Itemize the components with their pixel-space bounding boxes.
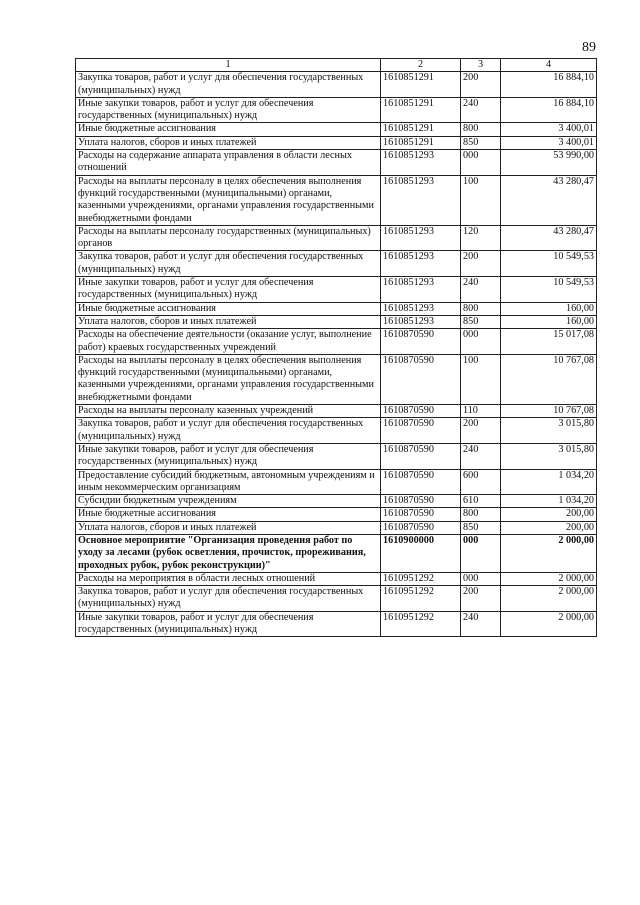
cell-vr: 200 xyxy=(461,251,501,277)
table-row xyxy=(76,586,597,612)
table-row xyxy=(76,572,597,585)
cell-csr: 1610870590 xyxy=(381,354,461,404)
cell-sum: 16 884,10 xyxy=(501,97,597,123)
cell-sum: 1 034,20 xyxy=(501,469,597,495)
cell-name: Расходы на выплаты персоналу казенных учреждений xyxy=(76,405,381,418)
cell-vr: 610 xyxy=(461,495,501,508)
cell-name: Расходы на выплаты персоналу в целях обеспечения выполнения функций государственными (муниципальными) органами, казенными учреждениями, органами управления государственными внебюджетными фондами xyxy=(76,354,381,404)
cell-csr: 1610851291 xyxy=(381,97,461,123)
cell-name: Уплата налогов, сборов и иных платежей xyxy=(76,521,381,534)
header-row xyxy=(76,59,597,72)
cell-vr: 000 xyxy=(461,534,501,572)
cell-csr: 1610951292 xyxy=(381,572,461,585)
cell-csr: 1610851291 xyxy=(381,136,461,149)
table-row xyxy=(76,72,597,98)
table-row xyxy=(76,405,597,418)
cell-sum: 2 000,00 xyxy=(501,586,597,612)
cell-name: Закупка товаров, работ и услуг для обеспечения государственных (муниципальных) нужд xyxy=(76,418,381,444)
cell-csr: 1610870590 xyxy=(381,508,461,521)
cell-sum: 200,00 xyxy=(501,508,597,521)
cell-vr: 120 xyxy=(461,225,501,251)
cell-name: Иные бюджетные ассигнования xyxy=(76,302,381,315)
cell-vr: 850 xyxy=(461,315,501,328)
cell-sum: 15 017,08 xyxy=(501,329,597,355)
cell-vr: 100 xyxy=(461,354,501,404)
cell-csr: 1610951292 xyxy=(381,586,461,612)
cell-name: Иные закупки товаров, работ и услуг для обеспечения государственных (муниципальных) нужд xyxy=(76,443,381,469)
cell-name: Иные закупки товаров, работ и услуг для обеспечения государственных (муниципальных) нужд xyxy=(76,611,381,637)
header-col-name: 1 xyxy=(76,59,381,72)
table-row xyxy=(76,175,597,225)
cell-csr: 1610870590 xyxy=(381,329,461,355)
table-row xyxy=(76,495,597,508)
cell-csr: 1610870590 xyxy=(381,521,461,534)
cell-name: Уплата налогов, сборов и иных платежей xyxy=(76,315,381,328)
table-row xyxy=(76,508,597,521)
header-col-csr: 2 xyxy=(381,59,461,72)
table-row xyxy=(76,521,597,534)
cell-sum: 10 549,53 xyxy=(501,277,597,303)
cell-sum: 2 000,00 xyxy=(501,534,597,572)
cell-sum: 3 015,80 xyxy=(501,418,597,444)
page-number: 89 xyxy=(582,40,596,55)
cell-csr: 1610851291 xyxy=(381,123,461,136)
cell-name: Расходы на содержание аппарата управления в области лесных отношений xyxy=(76,150,381,176)
table-row xyxy=(76,329,597,355)
cell-vr: 200 xyxy=(461,586,501,612)
cell-csr: 1610851293 xyxy=(381,225,461,251)
cell-csr: 1610900000 xyxy=(381,534,461,572)
cell-csr: 1610851291 xyxy=(381,72,461,98)
cell-name: Предоставление субсидий бюджетным, автономным учреждениям и иным некоммерческим организациям xyxy=(76,469,381,495)
cell-vr: 600 xyxy=(461,469,501,495)
cell-name: Иные бюджетные ассигнования xyxy=(76,123,381,136)
cell-name: Расходы на выплаты персоналу государственных (муниципальных) органов xyxy=(76,225,381,251)
table-row xyxy=(76,611,597,637)
cell-name: Субсидии бюджетным учреждениям xyxy=(76,495,381,508)
table-row xyxy=(76,123,597,136)
cell-name: Расходы на обеспечение деятельности (оказание услуг, выполнение работ) краевых государственных учреждений xyxy=(76,329,381,355)
cell-vr: 800 xyxy=(461,302,501,315)
cell-sum: 10 549,53 xyxy=(501,251,597,277)
cell-name: Уплата налогов, сборов и иных платежей xyxy=(76,136,381,149)
cell-vr: 850 xyxy=(461,136,501,149)
cell-csr: 1610870590 xyxy=(381,443,461,469)
cell-sum: 10 767,08 xyxy=(501,354,597,404)
cell-csr: 1610851293 xyxy=(381,302,461,315)
table-row xyxy=(76,277,597,303)
cell-vr: 240 xyxy=(461,611,501,637)
cell-sum: 10 767,08 xyxy=(501,405,597,418)
cell-sum: 16 884,10 xyxy=(501,72,597,98)
table-row xyxy=(76,354,597,404)
cell-name: Расходы на выплаты персоналу в целях обеспечения выполнения функций государственными (муниципальными) органами, казенными учреждениями, органами управления государственными внебюджетными фондами xyxy=(76,175,381,225)
table-row xyxy=(76,150,597,176)
cell-name: Иные закупки товаров, работ и услуг для обеспечения государственных (муниципальных) нужд xyxy=(76,97,381,123)
cell-vr: 200 xyxy=(461,72,501,98)
header-col-vr: 3 xyxy=(461,59,501,72)
cell-csr: 1610870590 xyxy=(381,469,461,495)
cell-name: Закупка товаров, работ и услуг для обеспечения государственных (муниципальных) нужд xyxy=(76,72,381,98)
cell-csr: 1610851293 xyxy=(381,277,461,303)
table-row xyxy=(76,225,597,251)
cell-sum: 53 990,00 xyxy=(501,150,597,176)
cell-vr: 100 xyxy=(461,175,501,225)
cell-sum: 3 400,01 xyxy=(501,123,597,136)
cell-sum: 1 034,20 xyxy=(501,495,597,508)
cell-csr: 1610951292 xyxy=(381,611,461,637)
cell-name: Иные бюджетные ассигнования xyxy=(76,508,381,521)
cell-vr: 800 xyxy=(461,508,501,521)
table-row xyxy=(76,443,597,469)
table-row xyxy=(76,302,597,315)
header-col-sum: 4 xyxy=(501,59,597,72)
cell-vr: 800 xyxy=(461,123,501,136)
cell-csr: 1610851293 xyxy=(381,175,461,225)
cell-csr: 1610851293 xyxy=(381,251,461,277)
table-row xyxy=(76,418,597,444)
cell-csr: 1610870590 xyxy=(381,495,461,508)
cell-sum: 2 000,00 xyxy=(501,572,597,585)
table-row xyxy=(76,251,597,277)
cell-name: Иные закупки товаров, работ и услуг для обеспечения государственных (муниципальных) нужд xyxy=(76,277,381,303)
cell-vr: 110 xyxy=(461,405,501,418)
table-row xyxy=(76,97,597,123)
table-row xyxy=(76,534,597,572)
cell-name: Расходы на мероприятия в области лесных отношений xyxy=(76,572,381,585)
budget-table xyxy=(75,58,597,637)
cell-sum: 43 280,47 xyxy=(501,225,597,251)
table-row xyxy=(76,315,597,328)
cell-vr: 240 xyxy=(461,277,501,303)
cell-csr: 1610870590 xyxy=(381,405,461,418)
table-row xyxy=(76,469,597,495)
cell-name: Основное мероприятие "Организация проведения работ по уходу за лесами (рубок осветления, прочисток, прореживания, проходных рубок, рубок реконструкции)" xyxy=(76,534,381,572)
cell-name: Закупка товаров, работ и услуг для обеспечения государственных (муниципальных) нужд xyxy=(76,251,381,277)
cell-vr: 240 xyxy=(461,443,501,469)
cell-csr: 1610851293 xyxy=(381,150,461,176)
cell-name: Закупка товаров, работ и услуг для обеспечения государственных (муниципальных) нужд xyxy=(76,586,381,612)
cell-sum: 3 015,80 xyxy=(501,443,597,469)
cell-csr: 1610851293 xyxy=(381,315,461,328)
cell-vr: 200 xyxy=(461,418,501,444)
cell-sum: 2 000,00 xyxy=(501,611,597,637)
cell-vr: 000 xyxy=(461,329,501,355)
cell-vr: 240 xyxy=(461,97,501,123)
cell-vr: 000 xyxy=(461,572,501,585)
cell-sum: 160,00 xyxy=(501,315,597,328)
cell-sum: 3 400,01 xyxy=(501,136,597,149)
cell-sum: 43 280,47 xyxy=(501,175,597,225)
cell-csr: 1610870590 xyxy=(381,418,461,444)
cell-sum: 160,00 xyxy=(501,302,597,315)
cell-sum: 200,00 xyxy=(501,521,597,534)
cell-vr: 850 xyxy=(461,521,501,534)
cell-vr: 000 xyxy=(461,150,501,176)
table-row xyxy=(76,136,597,149)
